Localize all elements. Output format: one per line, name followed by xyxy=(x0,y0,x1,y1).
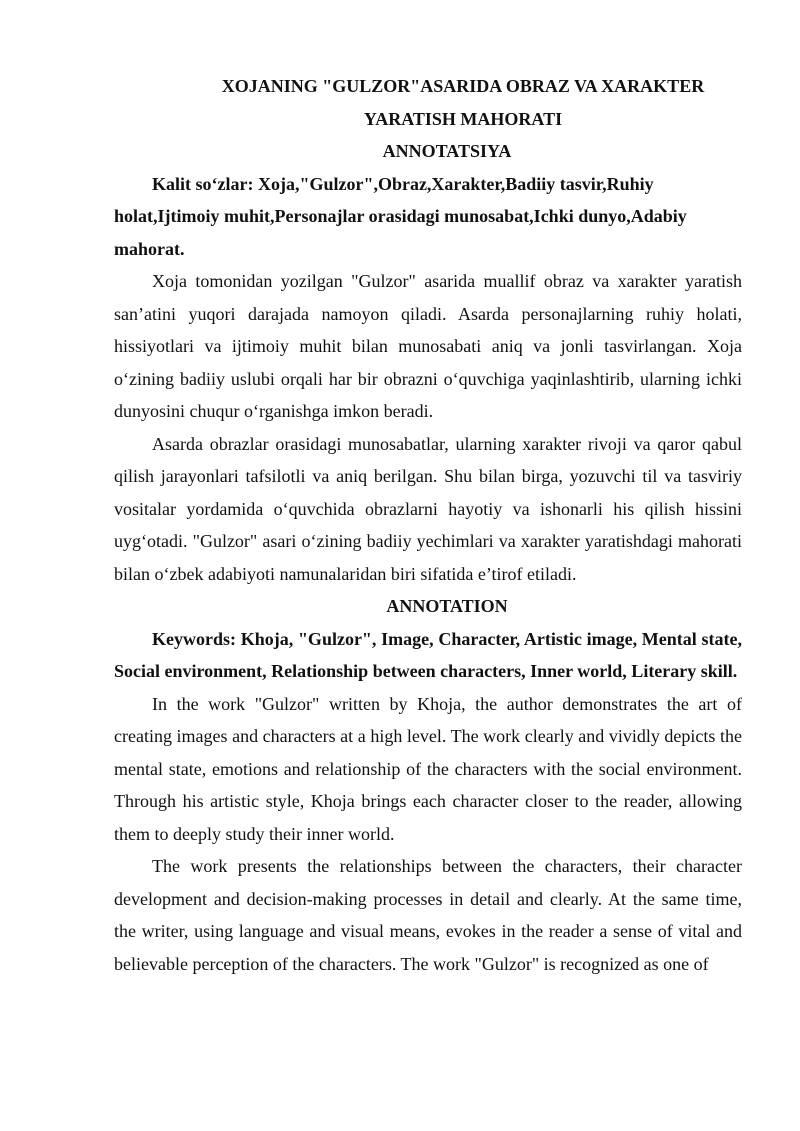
document-page xyxy=(114,70,742,980)
annotation-uz-paragraph-2: Asarda obrazlar orasidagi munosabatlar, ularning xarakter rivoji va qaror qabul qilish jarayonlari tafsilotli va aniq berilgan. Shu bilan birga, yozuvchi til va tasviriy vositalar yordamida o‘quvchida obrazlarni hayotiy va ishonarli his qilish hissini uyg‘otadi. "Gulzor" asari o‘zining badiiy yechimlari va xarakter yaratishdagi mahorati bilan o‘zbek adabiyoti namunalaridan biri sifatida e’tirof etiladi. xyxy=(114,433,742,584)
title-line-1: XOJANING "GULZOR"ASARIDA OBRAZ VA XARAKTER xyxy=(221,76,705,96)
annotation-uz-keywords: Kalit so‘zlar: Xoja,"Gulzor",Obraz,Xarakter,Badiiy tasvir,Ruhiy holat,Ijtimoiy muhit,Personajlar orasidagi munosabat,Ichki dunyo,Adabiy mahorat. xyxy=(114,173,687,259)
annotation-uz-heading: ANNOTATSIYA xyxy=(382,141,512,161)
annotation-en-paragraph-2: The work presents the relationships between the characters, their character development and decision-making processes in detail and clearly. At the same time, the writer, using language and visual means, evokes in the reader a sense of vital and believable perception of the characters. The work "Gulzor" is recognized as one of xyxy=(114,856,742,974)
annotation-en-keywords: Keywords: Khoja, "Gulzor", Image, Character, Artistic image, Mental state, Social environment, Relationship between characters, Inner world, Literary skill. xyxy=(114,628,742,681)
document-title xyxy=(176,70,742,135)
annotation-en-heading: ANNOTATION xyxy=(386,596,508,616)
annotation-en-paragraph-1: In the work "Gulzor" written by Khoja, the author demonstrates the art of creating images and characters at a high level. The work clearly and vividly depicts the mental state, emotions and relationship of the characters with the social environment. Through his artistic style, Khoja brings each character closer to the reader, allowing them to deeply study their inner world. xyxy=(114,693,742,844)
annotation-uz-paragraph-1: Xoja tomonidan yozilgan "Gulzor" asarida muallif obraz va xarakter yaratish san’atini yuqori darajada namoyon qiladi. Asarda personajlarning ruhiy holati, hissiyotlari va ijtimoiy muhit bilan munosabati aniq va jonli tasvirlangan. Xoja o‘zining badiiy uslubi orqali har bir obrazni o‘quvchiga yaqinlashtirib, ularning ichki dunyosini chuqur o‘rganishga imkon beradi. xyxy=(114,271,742,421)
title-line-2: YARATISH MAHORATI xyxy=(363,108,563,129)
